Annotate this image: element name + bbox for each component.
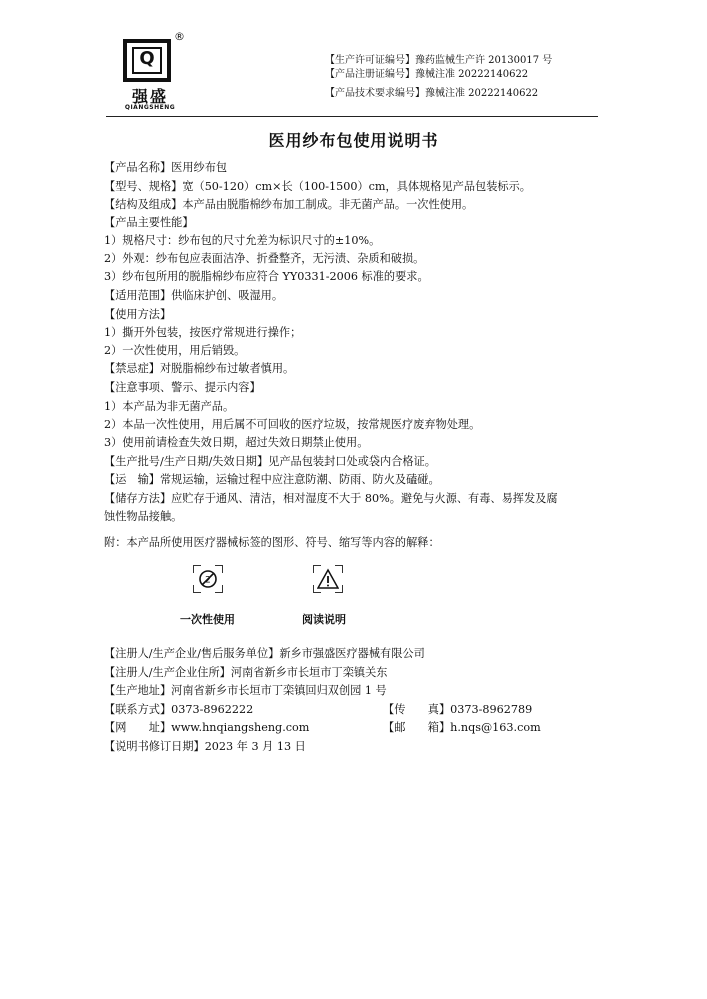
body-line: 1）本产品为非无菌产品。 bbox=[104, 400, 235, 413]
body-line: 蚀性物品接触。 bbox=[104, 510, 183, 523]
company-logo bbox=[114, 30, 186, 112]
body-line: 【使用方法】 bbox=[104, 308, 172, 321]
annex-note: 附：本产品所使用医疗器械标签的图形、符号、缩写等内容的解释： bbox=[104, 536, 440, 549]
body-line: 【生产批号/生产日期/失效日期】见产品包装封口处或袋内合格证。 bbox=[104, 455, 436, 468]
document-title: 医用纱布包使用说明书 bbox=[268, 131, 439, 150]
body-line: 2）外观：纱布包应表面洁净、折叠整齐，无污渍、杂质和破损。 bbox=[104, 252, 425, 265]
body-line: 3）纱布包所用的脱脂棉纱布应符合 YY0331-2006 标准的要求。 bbox=[104, 270, 429, 283]
logo-en-name: QIANGSHENG bbox=[124, 104, 176, 111]
technical-requirement: 【产品技术要求编号】豫械注准 20222140622 bbox=[325, 88, 539, 99]
body-line: 【注意事项、警示、提示内容】 bbox=[104, 381, 261, 394]
production-license: 【生产许可证编号】豫药监械生产许 20130017 号 bbox=[325, 55, 553, 66]
body-line: 【产品名称】医用纱布包 bbox=[104, 161, 228, 174]
body-line: 【储存方法】应贮存于通风、清洁，相对湿度不大于 80%。避免与火源、有毒、易挥发及腐 bbox=[104, 492, 558, 505]
revision-date: 【说明书修订日期】2023 年 3 月 13 日 bbox=[104, 740, 306, 753]
body-line: 2）一次性使用，用后销毁。 bbox=[104, 344, 246, 357]
symbol-label-read-instructions: 阅读说明 bbox=[302, 613, 346, 626]
do-not-reuse-icon bbox=[193, 565, 223, 593]
body-line: 2）本品一次性使用，用后属不可回收的医疗垃圾，按常规医疗废弃物处理。 bbox=[104, 418, 481, 431]
body-line: 【适用范围】供临床护创、吸湿用。 bbox=[104, 289, 284, 302]
symbol-label-single-use: 一次性使用 bbox=[180, 613, 235, 626]
header-divider bbox=[106, 116, 598, 117]
body-line: 【型号、规格】宽（50-120）cm×长（100-1500）cm，具体规格见产品包装标示。 bbox=[104, 180, 531, 193]
company-name: 【注册人/生产企业/售后服务单位】新乡市强盛医疗器械有限公司 bbox=[104, 647, 425, 660]
contact-phone: 【联系方式】0373-8962222 bbox=[104, 703, 254, 716]
registration-certificate: 【产品注册证编号】豫械注准 20222140622 bbox=[325, 69, 529, 80]
registered-mark: ® bbox=[174, 30, 185, 43]
fax-number: 【传 真】0373-8962789 bbox=[383, 703, 533, 716]
company-address: 【注册人/生产企业住所】河南省新乡市长垣市丁栾镇关东 bbox=[104, 666, 388, 679]
email: 【邮 箱】h.nqs@163.com bbox=[383, 721, 541, 734]
body-line: 1）规格尺寸：纱布包的尺寸允差为标识尺寸的±10%。 bbox=[104, 234, 381, 247]
logo-cn-name: 强盛 bbox=[131, 87, 168, 106]
body-line: 【结构及组成】本产品由脱脂棉纱布加工制成。非无菌产品。一次性使用。 bbox=[104, 198, 474, 211]
consult-instructions-icon bbox=[313, 565, 343, 593]
body-line: 【运 输】常规运输，运输过程中应注意防潮、防雨、防火及磕碰。 bbox=[104, 473, 440, 486]
website: 【网 址】www.hnqiangsheng.com bbox=[104, 721, 310, 734]
body-line: 【禁忌症】对脱脂棉纱布过敏者慎用。 bbox=[104, 362, 295, 375]
body-line: 3）使用前请检查失效日期，超过失效日期禁止使用。 bbox=[104, 436, 369, 449]
logo-letter: Q bbox=[139, 48, 155, 69]
body-line: 【产品主要性能】 bbox=[104, 216, 194, 229]
svg-text:2: 2 bbox=[205, 575, 211, 586]
body-line: 1）撕开外包装，按医疗常规进行操作； bbox=[104, 326, 302, 339]
factory-address: 【生产地址】河南省新乡市长垣市丁栾镇回归双创园 1 号 bbox=[104, 684, 387, 697]
logo-frame bbox=[123, 39, 171, 82]
